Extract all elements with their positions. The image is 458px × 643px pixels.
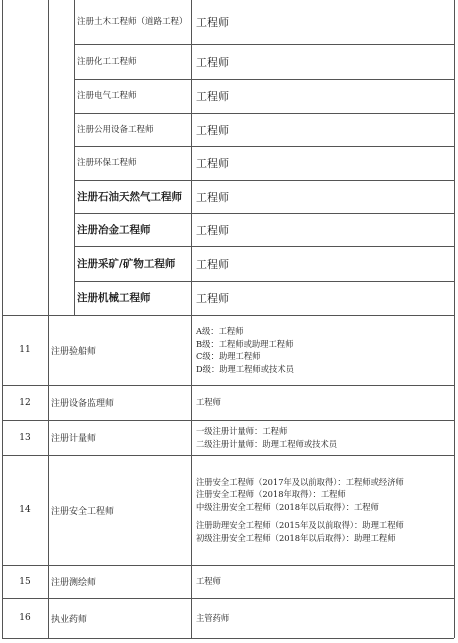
requirement-line: A级：工程师 [196, 326, 244, 336]
requirement-line: B级：工程师或助理工程师 [196, 338, 294, 349]
row-number: 16 [19, 613, 31, 623]
row-requirement [192, 565, 454, 598]
row-requirement [192, 315, 454, 385]
requirement-line: 初级注册安全工程师（2018年以后取得）：助理工程师 [196, 532, 396, 543]
sub-row-requirement: 工程师 [196, 90, 229, 103]
requirement-line: C级：助理工程师 [196, 351, 261, 361]
sub-row-requirement: 工程师 [196, 190, 229, 204]
row-qualification-name: 执业药师 [51, 614, 88, 625]
sub-row-name: 注册冶金工程师 [77, 223, 151, 236]
sub-row-requirement: 工程师 [196, 55, 229, 69]
row-requirement [192, 598, 454, 638]
row-requirement [192, 455, 454, 565]
sub-row-name: 注册公用设备工程师 [77, 124, 154, 135]
row-requirement [192, 420, 454, 455]
sub-row-requirement: 工程师 [196, 257, 229, 271]
row-number: 12 [19, 397, 31, 408]
sub-row-name: 注册石油天然气工程师 [77, 190, 182, 203]
sub-row-requirement: 工程师 [196, 223, 229, 237]
row-qualification-name: 注册测绘师 [51, 578, 97, 588]
requirement-line: 中级注册安全工程师（2018年以后取得）：工程师 [196, 501, 379, 512]
row-number: 13 [19, 432, 31, 443]
sub-row-requirement: 工程师 [196, 16, 229, 29]
row-qualification-name: 注册安全工程师 [51, 506, 115, 517]
row-number: 14 [19, 505, 31, 515]
table-border [2, 638, 454, 639]
sub-row-requirement: 工程师 [196, 123, 229, 137]
requirement-line: 主管药师 [196, 612, 230, 623]
row-qualification-name: 注册设备监理师 [51, 399, 115, 409]
requirement-line: 工程师 [196, 576, 221, 587]
requirement-line: 注册安全工程师（2018年取得）：工程师 [196, 489, 346, 500]
sub-row-name: 注册化工工程师 [77, 56, 137, 67]
requirement-line: 工程师 [196, 397, 221, 408]
requirement-line: D级：助理工程师或技术员 [196, 363, 294, 374]
sub-row-name: 注册环保工程师 [77, 158, 137, 168]
requirement-line: 一级注册计量师：工程师 [196, 426, 288, 436]
sub-row-requirement: 工程师 [196, 157, 229, 170]
requirement-line: 二级注册计量师：助理工程师或技术员 [196, 438, 338, 449]
sub-row-name: 注册电气工程师 [77, 91, 137, 101]
requirement-line: 注册安全工程师（2017年及以前取得）：工程师或经济师 [196, 476, 404, 487]
row-requirement [192, 385, 454, 420]
table-border [454, 0, 455, 638]
sub-row-requirement: 工程师 [196, 292, 229, 305]
row-qualification-name: 注册计量师 [51, 434, 97, 444]
sub-row-name: 注册机械工程师 [77, 292, 151, 304]
row-number: 15 [19, 576, 31, 587]
sub-row-name: 注册采矿/矿物工程师 [77, 257, 176, 270]
row-number: 11 [19, 345, 31, 355]
row-qualification-name: 注册验船师 [51, 346, 97, 357]
requirement-line: 注册助理安全工程师（2015年及以前取得）：助理工程师 [196, 520, 404, 531]
sub-row-name: 注册土木工程师（道路工程） [77, 17, 188, 27]
qualification-table [2, 0, 454, 641]
